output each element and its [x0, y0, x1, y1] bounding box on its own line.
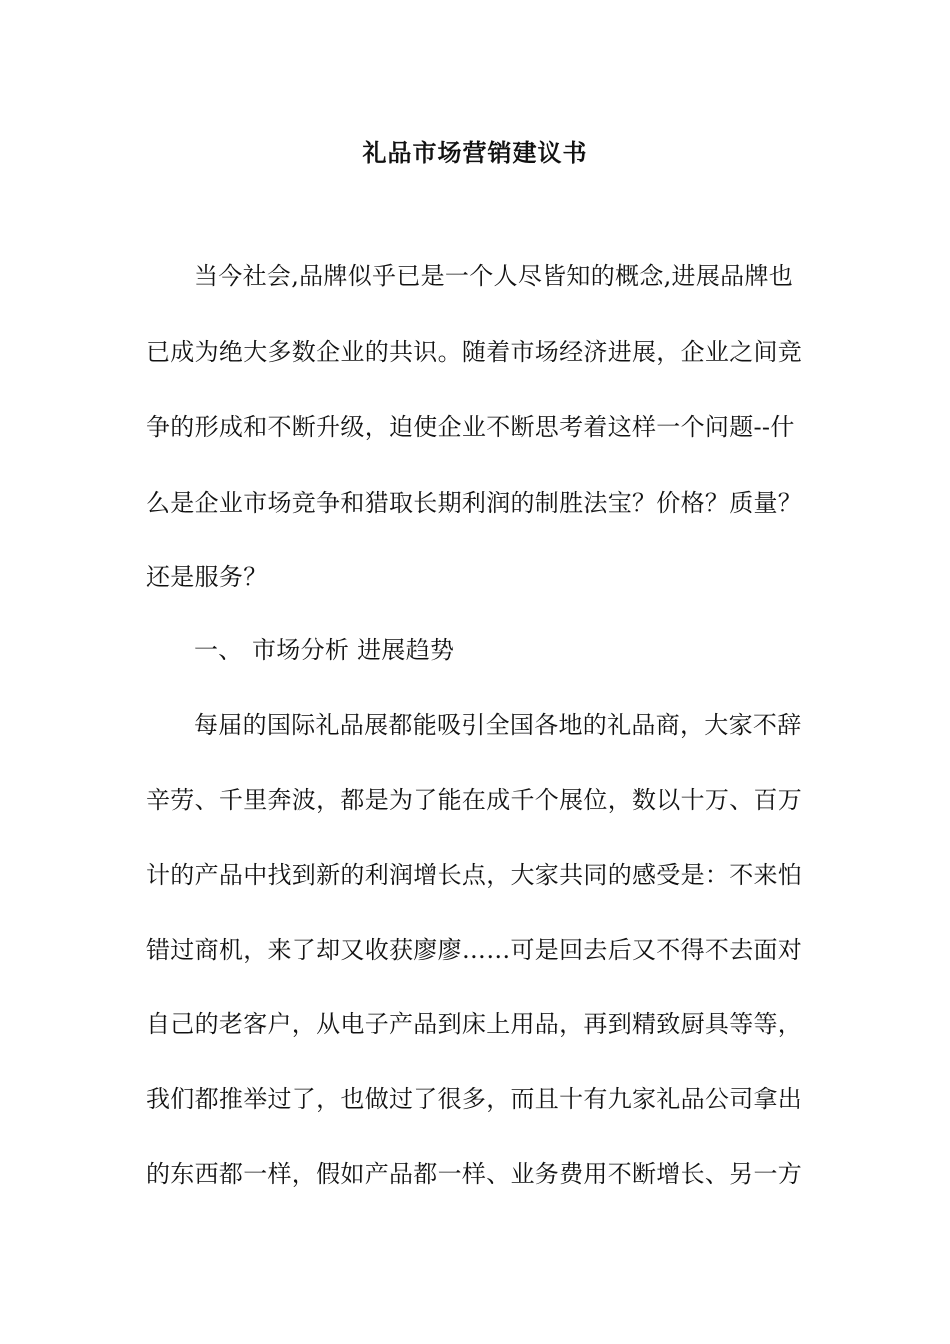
paragraph-line: 争的形成和不断升级，迫使企业不断思考着这样一个问题--什 — [146, 413, 795, 441]
paragraph-line: 么是企业市场竞争和猎取长期利润的制胜法宝？价格？质量？ — [146, 489, 803, 517]
paragraph-line: 已成为绝大多数企业的共识。随着市场经济进展，企业之间竞 — [146, 338, 803, 366]
section-heading-text: 市场分析 进展趋势 — [252, 636, 455, 664]
paragraph-line: 每届的国际礼品展都能吸引全国各地的礼品商，大家不辞 — [194, 711, 802, 739]
paragraph-line: 我们都推举过了，也做过了很多，而且十有九家礼品公司拿出 — [146, 1085, 803, 1113]
section-number: 一、 — [194, 636, 243, 664]
document-title: 礼品市场营销建议书 — [362, 138, 588, 167]
paragraph-line: 自己的老客户，从电子产品到床上用品，再到精致厨具等等， — [146, 1010, 803, 1038]
paragraph-line: 错过商机，来了却又收获廖廖……可是回去后又不得不去面对 — [146, 936, 803, 964]
paragraph-line: 的东西都一样，假如产品都一样、业务费用不断增长、另一方 — [146, 1160, 803, 1188]
section-heading — [194, 633, 816, 667]
paragraph-line: 辛劳、千里奔波，都是为了能在成千个展位，数以十万、百万 — [146, 786, 803, 814]
paragraph-line: 计的产品中找到新的利润增长点，大家共同的感受是：不来怕 — [146, 861, 803, 889]
paragraph-line: 还是服务？ — [146, 563, 268, 591]
paragraph-line: 当今社会,品牌似乎已是一个人尽皆知的概念,进展品牌也 — [194, 262, 794, 290]
